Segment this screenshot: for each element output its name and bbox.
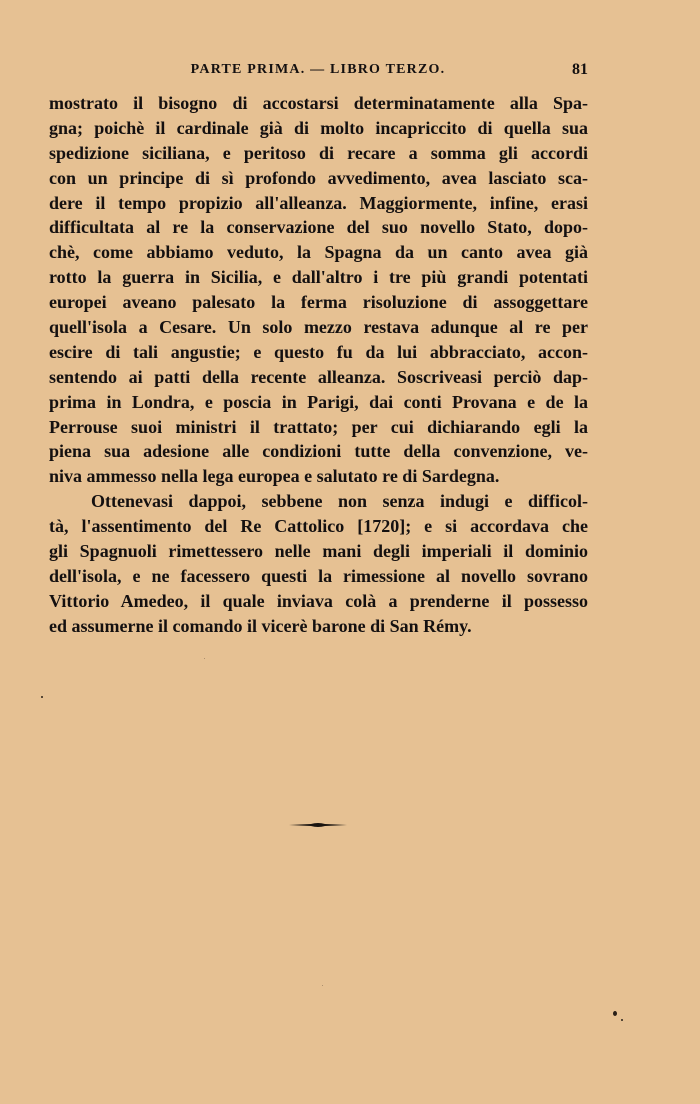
page-number: 81 bbox=[572, 61, 588, 78]
running-title: PARTE PRIMA. — LIBRO TERZO. bbox=[190, 62, 446, 77]
text-line: gli Spagnuoli rimettessero nelle mani degli imperiali il dominio bbox=[49, 541, 588, 562]
body-text bbox=[49, 91, 588, 639]
text-line: Ottenevasi dappoi, sebbene non senza indugi e difficol- bbox=[91, 491, 588, 512]
text-line: dell'isola, e ne facessero questi la rimessione al novello sovrano bbox=[49, 565, 588, 586]
text-line: prima in Londra, e poscia in Parigi, dai conti Provana e de la bbox=[49, 391, 588, 412]
text-line: chè, come abbiamo veduto, la Spagna da un canto avea già bbox=[49, 242, 588, 263]
text-line: piena sua adesione alle condizioni tutte della convenzione, ve- bbox=[49, 441, 588, 462]
text-line: mostrato il bisogno di accostarsi determinatamente alla Spa- bbox=[49, 93, 588, 113]
text-line: sentendo ai patti della recente alleanza. Soscriveasi perciò dap- bbox=[49, 366, 588, 387]
print-speck bbox=[41, 696, 43, 698]
text-line: con un principe di sì profondo avvedimento, avea lasciato sca- bbox=[49, 167, 588, 188]
text-line: quell'isola a Cesare. Un solo mezzo restava adunque al re per bbox=[49, 317, 588, 338]
print-speck bbox=[621, 1019, 623, 1021]
text-line: tà, l'assentimento del Re Cattolico [1720]; e si accordava che bbox=[49, 516, 588, 537]
print-speck bbox=[613, 1011, 617, 1016]
text-line: dere il tempo propizio all'alleanza. Maggiormente, infine, erasi bbox=[49, 192, 588, 213]
text-line: niva ammesso nella lega europea e salutato re di Sardegna. bbox=[49, 466, 500, 487]
text-line: rotto la guerra in Sicilia, e dall'altro i tre più grandi potentati bbox=[49, 267, 588, 288]
print-speck bbox=[204, 658, 205, 659]
horizontal-rule-ornament-icon bbox=[289, 818, 347, 830]
text-line: spedizione siciliana, e peritoso di recare a somma gli accordi bbox=[49, 142, 588, 163]
text-line: difficultata al re la conservazione del suo novello Stato, dopo- bbox=[49, 217, 588, 238]
text-line: Perrouse suoi ministri il trattato; per cui dichiarando egli la bbox=[49, 416, 588, 437]
running-head bbox=[48, 62, 588, 84]
print-speck bbox=[322, 985, 323, 986]
text-line: europei aveano palesato la ferma risoluzione di assoggettare bbox=[49, 292, 588, 313]
paragraph-2 bbox=[49, 489, 588, 638]
text-line: gna; poichè il cardinale già di molto incapriccito di quella sua bbox=[49, 117, 588, 138]
text-line: Vittorio Amedeo, il quale inviava colà a prenderne il possesso bbox=[49, 590, 588, 611]
text-line: ed assumerne il comando il vicerè barone di San Rémy. bbox=[49, 615, 472, 636]
paragraph-1 bbox=[49, 91, 588, 489]
text-line: escire di tali angustie; e questo fu da lui abbracciato, accon- bbox=[49, 341, 588, 362]
